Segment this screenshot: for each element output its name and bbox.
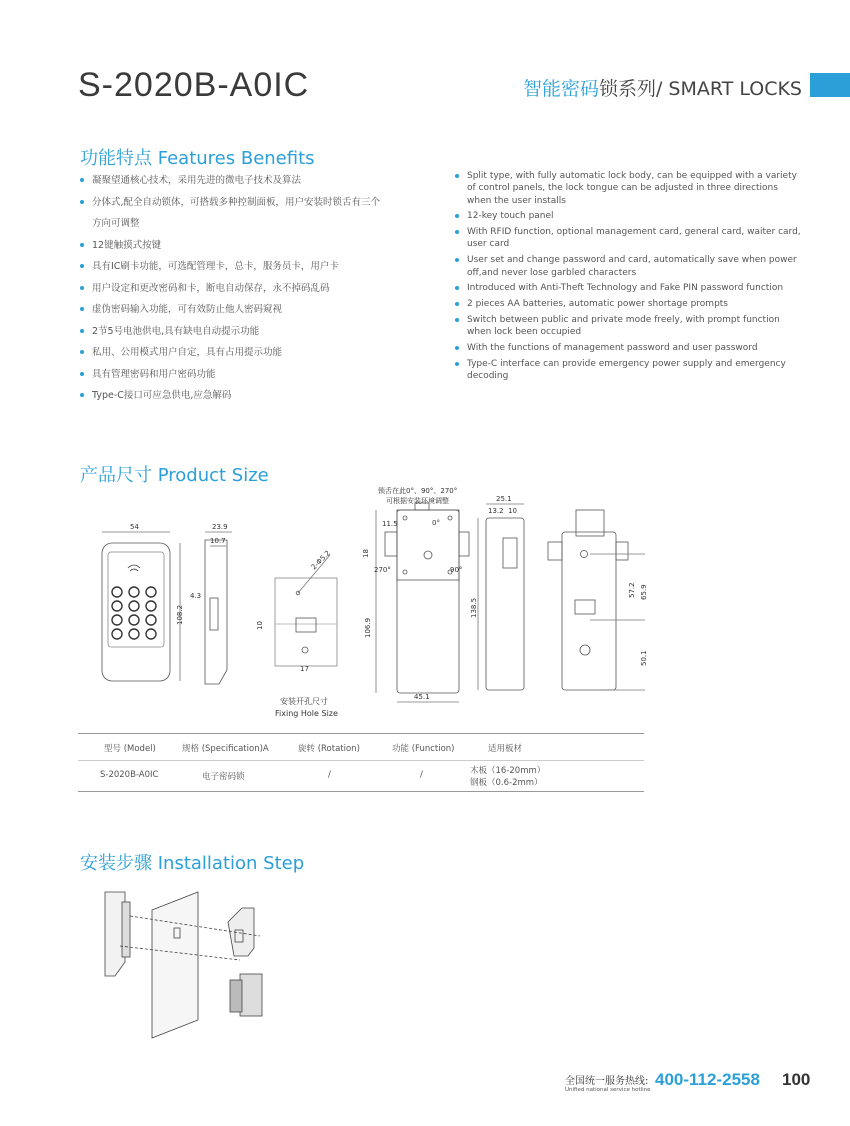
front-panel-outline	[102, 543, 170, 681]
list-item: User set and change password and card, automatically save when power off,and never lose garbled characters	[455, 254, 805, 279]
dim-label: 57.2	[628, 582, 636, 598]
dim-label: 10.7	[210, 537, 226, 545]
lock-body-hole	[424, 551, 432, 559]
list-item: 12-key touch panel	[455, 210, 805, 222]
lock-back-tongue	[548, 542, 562, 560]
lock-note-line2: 可根据安装环境调整	[386, 497, 449, 505]
hotline-label-en: Unified national service hotline	[565, 1087, 651, 1093]
list-item: 凝聚望通核心技术，采用先进的微电子技术及算法	[80, 170, 420, 192]
hotline-label	[565, 1072, 651, 1093]
series-title-rest: 锁系列/ SMART LOCKS	[598, 78, 802, 100]
dim-label: 65.9	[640, 584, 648, 600]
table-cell-spec: 电子密码锁	[202, 772, 245, 782]
dim-label: 54	[130, 523, 139, 531]
list-item-continued: 方向可调整	[92, 218, 140, 229]
product-size-title-cn: 产品尺寸	[80, 465, 152, 486]
installation-title	[80, 849, 304, 875]
list-item: 2 pieces AA batteries, automatic power shortage prompts	[455, 298, 805, 310]
dim-label: 23.9	[212, 523, 228, 531]
list-item: 分体式,配全自动锁体，可搭载多种控制面板，用户安装时锁舌有三个	[80, 192, 420, 214]
lock-side-slot	[503, 538, 517, 568]
list-item: 具有管理密码和用户密码功能	[80, 364, 420, 386]
table-cell-rotation: /	[328, 770, 331, 780]
table-header-cell: 规格 (Specification)A	[182, 744, 269, 754]
installation-title-en: Installation Step	[157, 853, 305, 874]
list-item: Split type, with fully automatic lock body, can be equipped with a variety of control panels, the lock tongue can be adjusted in three directions when the user installs	[455, 170, 805, 207]
product-size-drawing	[0, 480, 850, 725]
dim-label: 10	[508, 507, 517, 515]
list-item: Introduced with Anti-Theft Technology and Fake PIN password function	[455, 282, 805, 294]
list-item: 12键触摸式按键	[80, 235, 420, 257]
lock-box-sketch	[240, 974, 262, 1016]
dim-label: 4.3	[190, 592, 202, 600]
keypad-button	[112, 587, 122, 597]
list-item: Type-C接口可应急供电,应急解码	[80, 385, 420, 407]
lock-tongue-left	[385, 532, 397, 556]
dim-label: 13.2	[488, 507, 504, 515]
table-row	[78, 760, 644, 792]
keypad-button	[146, 587, 156, 597]
keypad-button	[129, 601, 139, 611]
features-cn-list	[80, 170, 420, 407]
installation-title-cn: 安装步骤	[80, 853, 152, 874]
dim-label: 108.2	[176, 604, 184, 625]
features-title	[80, 144, 315, 170]
dim-label: 106.9	[364, 617, 372, 638]
spec-table-header	[78, 733, 644, 758]
features-title-cn: 功能特点	[80, 148, 152, 169]
dim-label: 18	[362, 549, 370, 558]
list-item: With the functions of management password and user password	[455, 342, 805, 354]
keypad-button	[146, 629, 156, 639]
page-number: 100	[782, 1070, 811, 1089]
dim-label: 270°	[374, 566, 391, 574]
lock-body-hole	[403, 516, 407, 520]
table-cell-function: /	[420, 770, 423, 780]
dim-label: 11.5	[382, 520, 398, 528]
fixing-hole-label-en: Fixing Hole Size	[275, 709, 338, 718]
table-cell-model: S-2020B-A0IC	[100, 770, 159, 780]
fixing-hole-label-cn: 安装开孔尺寸	[280, 697, 328, 706]
list-item: Type-C interface can provide emergency power supply and emergency decoding	[455, 358, 805, 383]
lock-box-side	[230, 980, 242, 1012]
dim-label: 2-Φ5.2	[309, 549, 333, 572]
product-size-title-en: Product Size	[157, 465, 269, 486]
list-item: 2节5号电池供电,具有缺电自动提示功能	[80, 321, 420, 343]
list-item: 用户设定和更改密码和卡，断电自动保存，永不掉码乱码	[80, 278, 420, 300]
fixing-hole-rect	[296, 618, 316, 632]
page-title: S-2020B-A0IC	[78, 66, 310, 104]
lock-note-line1: 锁舌在此0°、90°、270°	[378, 487, 458, 495]
hotline-number: 400-112-2558	[655, 1070, 760, 1089]
lock-side-outline	[486, 518, 524, 690]
installation-drawing	[90, 880, 290, 1040]
lock-back-tongue	[616, 542, 628, 560]
dim-label: 10	[256, 621, 264, 630]
features-en-list	[455, 170, 805, 386]
series-title	[523, 74, 802, 101]
dim-label: 138.5	[470, 597, 478, 618]
keypad-button	[146, 601, 156, 611]
table-cell-board-1: 木板（16-20mm）	[470, 766, 546, 776]
features-title-en: Features Benefits	[157, 148, 315, 169]
lock-body-hole	[403, 570, 407, 574]
keypad-button	[112, 629, 122, 639]
dim-label: 50.1	[640, 650, 648, 666]
list-item: With RFID function, optional management card, general card, waiter card, user card	[455, 226, 805, 251]
dim-label: 25.1	[496, 495, 512, 503]
list-item: 具有IC刷卡功能，可选配管理卡，总卡，服务员卡，用户卡	[80, 256, 420, 278]
list-item: Switch between public and private mode freely, with prompt function when lock been occupied	[455, 314, 805, 339]
lock-body-hole	[448, 516, 452, 520]
side-view-slot	[210, 598, 218, 630]
keypad-button	[112, 615, 122, 625]
header-accent-bar	[810, 73, 850, 97]
keypad-button	[112, 601, 122, 611]
lock-body-sketch	[228, 908, 254, 956]
keypad-button	[129, 615, 139, 625]
lock-back-hole	[581, 551, 588, 558]
keypad-button	[129, 629, 139, 639]
table-header-cell: 旋转 (Rotation)	[298, 744, 360, 754]
list-item: 虚伪密码输入功能，可有效防止他人密码窥视	[80, 299, 420, 321]
lock-back-outline	[562, 532, 616, 690]
table-header-cell: 功能 (Function)	[392, 744, 455, 754]
keypad-button	[146, 615, 156, 625]
front-panel-edge	[122, 902, 130, 957]
table-header-cell: 适用板材	[488, 744, 523, 754]
hotline-label-cn: 全国统一服务热线:	[565, 1076, 649, 1087]
door-plate	[152, 892, 198, 1038]
lock-back-battery	[580, 645, 590, 655]
table-header-cell: 型号 (Model)	[104, 744, 156, 754]
rfid-icon	[128, 565, 140, 571]
dim-label: 90°	[450, 566, 463, 574]
side-view-outline	[205, 540, 227, 684]
table-cell-board-2: 钢板（0.6-2mm）	[470, 778, 543, 788]
dim-label: 45.1	[414, 693, 430, 701]
list-item: 私用、公用模式用户自定，具有占用提示功能	[80, 342, 420, 364]
lock-back-slot	[575, 600, 595, 614]
series-title-cn: 智能密码	[522, 78, 599, 100]
fixing-hole-circle	[302, 647, 308, 653]
lock-tongue-right	[459, 532, 469, 556]
keypad-button	[129, 587, 139, 597]
lock-body-outline	[397, 510, 459, 693]
dim-label: 0°	[432, 519, 440, 527]
dim-label: 17	[300, 665, 309, 673]
